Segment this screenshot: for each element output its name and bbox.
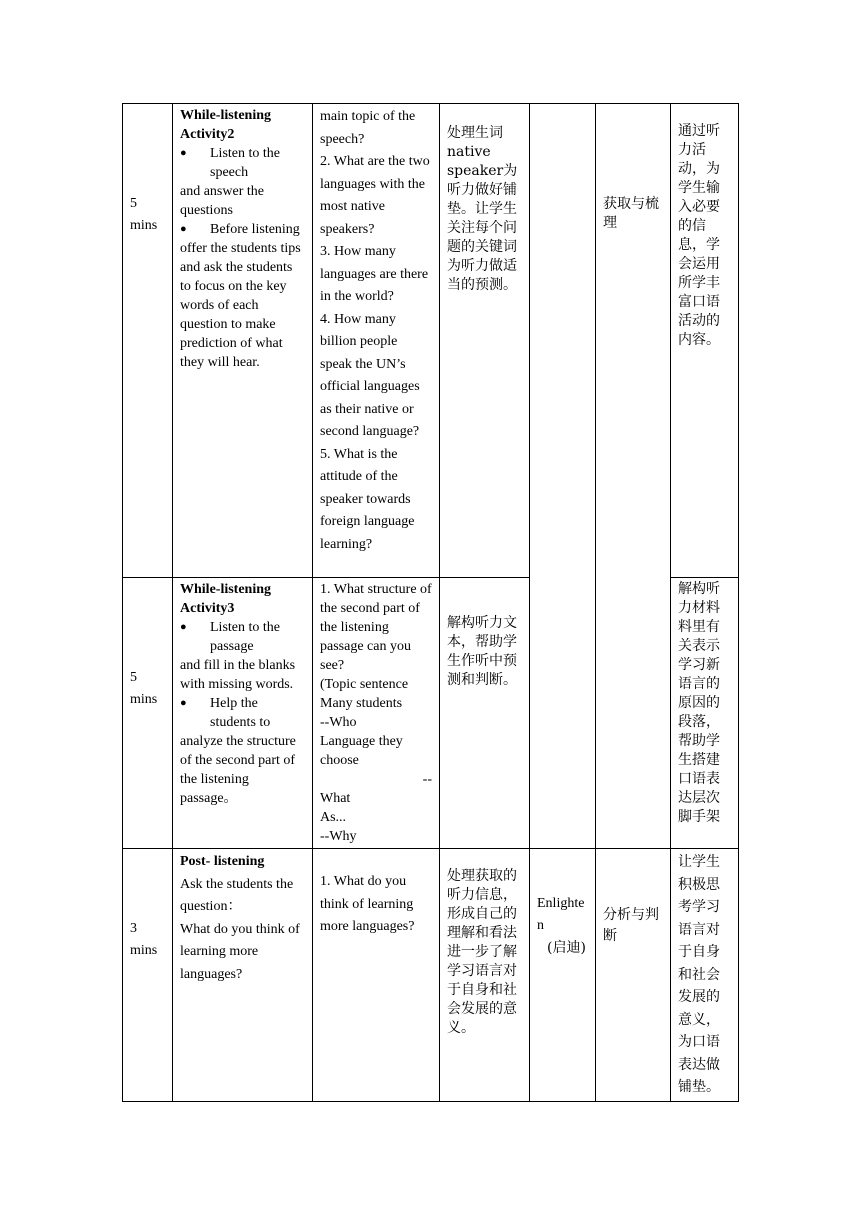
competence-text: 分析与判断 — [603, 907, 659, 944]
table-row — [123, 104, 739, 578]
activity-subtitle: Activity3 — [180, 601, 235, 616]
intent-cell — [671, 104, 739, 578]
question-item: --Who — [320, 715, 357, 730]
question-item: 1. What structure of the second part of the listening passage can you see? — [320, 582, 432, 673]
time-value: 5 — [130, 670, 137, 685]
activity-title: Post- listening — [180, 854, 265, 869]
activity-subtitle: Activity2 — [180, 127, 235, 142]
time-cell — [123, 849, 173, 1102]
question-item: Language they choose — [320, 734, 403, 768]
activity-bullet: ● Listen to the speech — [180, 144, 305, 182]
intent-text: 通过听力活动，为学生输入必要的信息，学会运用所学丰富口语活动的内容。 — [678, 123, 720, 348]
competence-cell — [596, 849, 671, 1102]
questions-cell — [313, 104, 440, 578]
time-cell — [123, 578, 173, 849]
time-cell — [123, 104, 173, 578]
intent-text: 解构听力材料料里有关表示学习新语言的原因的段落，帮助学生搭建口语表达层次脚手架 — [678, 581, 720, 825]
question-item: What — [320, 791, 351, 806]
activity-text: offer the students tips and ask the students to focus on the key words of each question to make prediction of what they will hear. — [180, 241, 301, 370]
purpose-text: 解构听力文本，帮助学生作听中预测和判断。 — [447, 615, 517, 688]
activity-title: While-listening — [180, 582, 272, 597]
purpose-text: 处理获取的听力信息，形成自己的理解和看法进一步了解学习语言对于自身和社会发展的意义。 — [447, 868, 517, 1036]
purpose-cell — [440, 849, 530, 1102]
questions-cell — [313, 849, 440, 1102]
value-cell-empty — [530, 104, 596, 849]
question-item: 1. What do you think of learning more languages? — [320, 874, 415, 934]
question-item: 4. How many billion people speak the UN’s official languages as their native or second language? — [320, 311, 420, 439]
intent-cell — [671, 849, 739, 1102]
question-item: 5. What is the attitude of the speaker towards foreign language learning? — [320, 446, 415, 552]
activity-text: and fill in the blanks with missing words. — [180, 658, 296, 692]
question-item: As... — [320, 810, 347, 825]
lesson-plan-table — [122, 103, 739, 1102]
question-item: (Topic sentence Many students — [320, 677, 409, 711]
activity-title: While-listening — [180, 108, 272, 123]
time-value: 3 — [130, 921, 137, 936]
time-value: 5 — [130, 196, 137, 211]
activity-bullet: ● Before listening — [180, 220, 305, 239]
question-item: --Why — [320, 829, 357, 844]
activity-text: and answer the questions — [180, 184, 264, 218]
activity-bullet: ● Listen to the passage — [180, 618, 305, 656]
activity-cell — [173, 104, 313, 578]
intent-text: 让学生积极思考学习语言对于自身和社会发展的意义，为口语表达做铺垫。 — [678, 854, 720, 1095]
activity-cell — [173, 849, 313, 1102]
time-unit: mins — [130, 943, 158, 958]
activity-text: Ask the students the question： — [180, 876, 294, 914]
purpose-cell — [440, 578, 530, 849]
activity-text: What do you think of learning more languages? — [180, 921, 300, 982]
questions-cell — [313, 578, 440, 849]
value-cell — [530, 849, 596, 1102]
competence-cell — [596, 104, 671, 849]
question-item: main topic of the speech? — [320, 109, 416, 147]
purpose-cell — [440, 104, 530, 578]
table-row — [123, 849, 739, 1102]
question-item: -- — [422, 772, 432, 787]
competence-text: 获取与梳理 — [603, 196, 659, 231]
question-item: 3. How many languages are there in the world? — [320, 244, 429, 304]
question-item: 2. What are the two languages with the most native speakers? — [320, 154, 430, 237]
value-english: Enlighten — [537, 896, 585, 933]
activity-cell — [173, 578, 313, 849]
time-unit: mins — [130, 692, 158, 707]
activity-text: analyze the structure of the second part of the listening passage。 — [180, 734, 296, 806]
intent-cell — [671, 578, 739, 849]
purpose-text: 处理生词native speaker为听力做好铺垫。让学生关注每个问题的关键词为听力做适当的预测。 — [447, 125, 518, 293]
activity-bullet: ● Help the students to — [180, 694, 305, 732]
value-chinese: (启迪) — [547, 940, 586, 956]
time-unit: mins — [130, 218, 158, 233]
